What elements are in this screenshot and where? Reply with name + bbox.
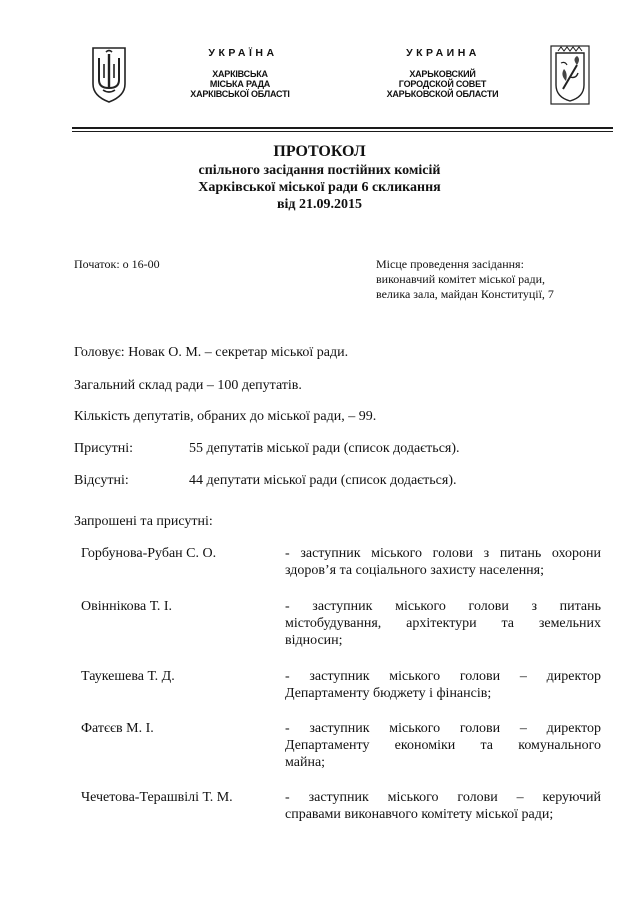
person-name: Горбунова-Рубан С. О. [81, 546, 217, 561]
elected-line: Кількість депутатів, обраних до міської ради, – 99. [74, 409, 377, 424]
right-country: УКРАИНА [406, 47, 480, 59]
role-line: - заступник міського голови – керуючий [285, 790, 601, 805]
absent-label: Відсутні: [74, 473, 129, 488]
person-role [285, 598, 601, 649]
role-line: - заступник міського голови з питань охорони [285, 546, 601, 561]
place-line: велика зала, майдан Конституції, 7 [376, 287, 554, 301]
title-line: спільного засідання постійних комісій [198, 163, 441, 178]
role-line: містобудування, архітектури та земельних [285, 616, 601, 631]
present-value: 55 депутатів міської ради (список додається). [189, 441, 460, 456]
start-time: Початок: о 16-00 [74, 257, 160, 271]
place-line: Місце проведення засідання: [376, 257, 524, 271]
role-line: Департаменту економіки та комунального [285, 738, 601, 753]
person-role [285, 668, 601, 702]
place-line: виконавчий комітет міської ради, [376, 272, 546, 286]
meeting-place [376, 257, 586, 302]
role-line: Департаменту бюджету і фінансів; [285, 686, 492, 701]
total-line: Загальний склад ради – 100 депутатів. [74, 378, 302, 393]
right-org-line: ХАРЬКОВСКОЙ ОБЛАСТИ [386, 89, 499, 99]
role-line: відносин; [285, 633, 343, 648]
header-rule-thin [72, 131, 613, 132]
role-line: - заступник міського голови з питань [285, 599, 601, 614]
role-line: майна; [285, 755, 326, 770]
left-org-line: ХАРКІВСЬКОЇ ОБЛАСТІ [190, 89, 290, 99]
person-role [285, 720, 601, 771]
left-org-line: ХАРКІВСЬКА [212, 69, 268, 79]
person-role [285, 545, 601, 579]
invited-heading: Запрошені та присутні: [74, 514, 213, 529]
person-name: Чечетова-Терашвілі Т. М. [81, 790, 233, 805]
person-name: Таукешева Т. Д. [81, 669, 175, 684]
present-label: Присутні: [74, 441, 134, 456]
role-line: справами виконавчого комітету міської ради; [285, 807, 554, 822]
role-line: - заступник міського голови – директор [285, 721, 601, 736]
person-name: Овіннікова Т. І. [81, 599, 173, 614]
document-title: ПРОТОКОЛ [273, 143, 366, 160]
role-line: здоров’я та соціального захисту населення; [285, 563, 545, 578]
person-role [285, 789, 601, 823]
right-org-block [365, 69, 520, 99]
chair-line: Головує: Новак О. М. – секретар міської ради. [74, 345, 349, 360]
right-org-line: ХАРЬКОВСКИЙ [409, 69, 476, 79]
title-line: від 21.09.2015 [276, 197, 363, 212]
role-line: - заступник міського голови – директор [285, 669, 601, 684]
coat-of-arms-ukraine-icon [90, 46, 128, 104]
left-country: УКРАЇНА [208, 47, 278, 59]
title-line: Харківської міської ради 6 скликання [198, 180, 441, 195]
absent-value: 44 депутати міської ради (список додається). [189, 473, 457, 488]
right-org-line: ГОРОДСКОЙ СОВЕТ [398, 79, 487, 89]
left-org-block [165, 69, 315, 99]
left-org-line: МІСЬКА РАДА [209, 79, 271, 89]
header-rule-thick [72, 127, 613, 129]
kharkiv-city-emblem-icon [550, 45, 590, 105]
person-name: Фатєєв М. І. [81, 721, 154, 736]
